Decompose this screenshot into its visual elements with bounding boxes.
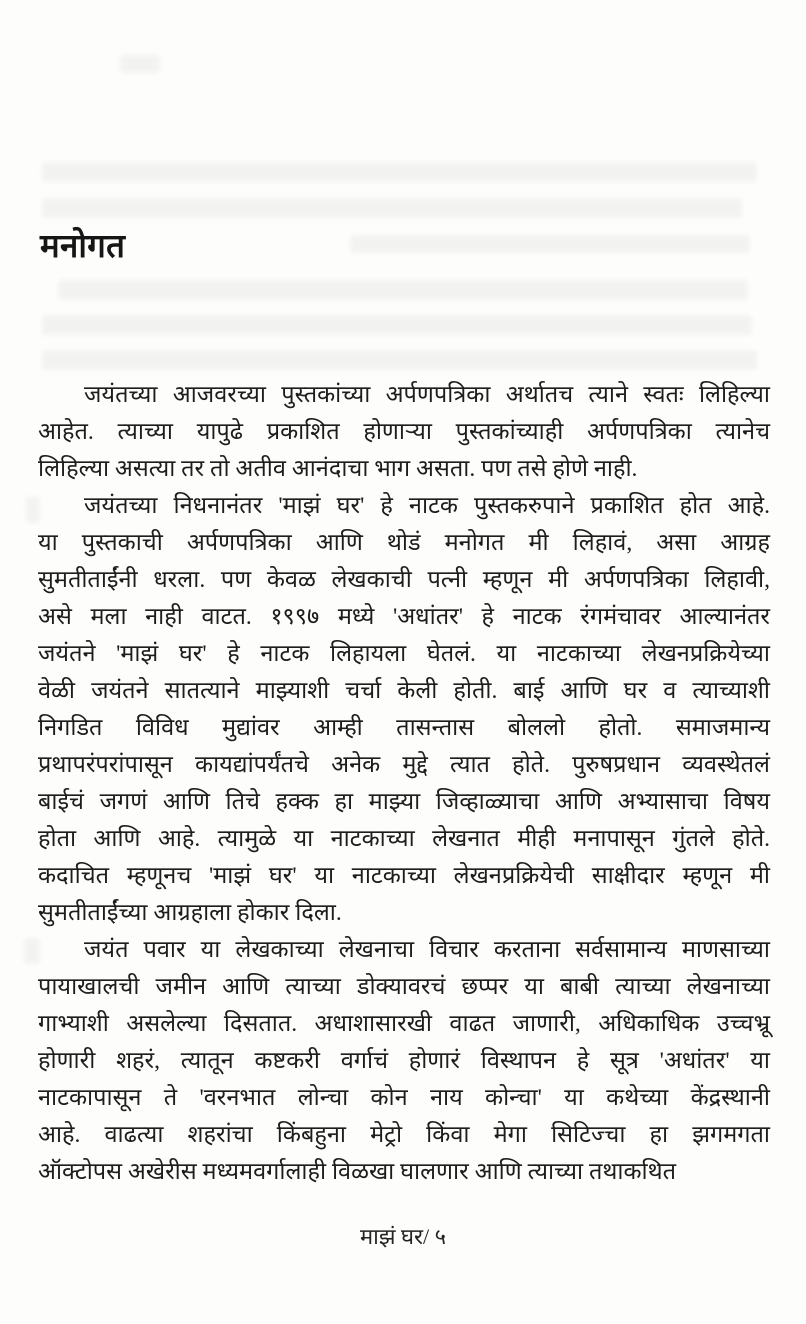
paragraph (38, 377, 770, 488)
text-line: निगडित विविध मुद्यांवर आम्ही तासन्तास बोललो होतो. समाजमान्य (38, 715, 770, 741)
bleed-through-artifact (42, 315, 752, 335)
text-line: आहेत. त्याच्या यापुढे प्रकाशित होणाऱ्या पुस्तकांच्याही अर्पणपत्रिका त्यानेच (38, 419, 770, 445)
text-line: नाटकापासून ते 'वरनभात लोन्चा कोन नाय कोन्चा' या कथेच्या केंद्रस्थानी (38, 1085, 770, 1111)
bleed-through-artifact (58, 280, 748, 300)
bleed-through-artifact (120, 55, 160, 73)
body-text (38, 377, 770, 1191)
text-line: या पुस्तकाची अर्पणपत्रिका आणि थोडं मनोगत मी लिहावं, असा आग्रह (38, 530, 770, 556)
text-line: लिहिल्या असत्या तर तो अतीव आनंदाचा भाग असता. पण तसे होणे नाही. (38, 456, 638, 482)
text-line: कदाचित म्हणूनच 'माझं घर' या नाटकाच्या लेखनप्रक्रियेची साक्षीदार म्हणून मी (38, 863, 770, 889)
bleed-through-artifact (42, 350, 757, 370)
bleed-through-artifact (42, 198, 742, 218)
paragraph (38, 488, 770, 932)
text-line: प्रथापरंपरांपासून कायद्यांपर्यंतचे अनेक मुद्दे त्यात होते. पुरुषप्रधान व्यवस्थेतलं (38, 752, 770, 778)
text-line: जयंतच्या आजवरच्या पुस्तकांच्या अर्पणपत्रिका अर्थातच त्याने स्वतः लिहिल्या (84, 382, 770, 408)
paragraph (38, 932, 770, 1191)
text-line: सुमतीताईंनी धरला. पण केवळ लेखकाची पत्नी म्हणून मी अर्पणपत्रिका लिहावी, (38, 567, 770, 593)
running-footer-page-number: माझं घर/ ५ (359, 1224, 447, 1249)
text-line: असे मला नाही वाटत. १९९७ मध्ये 'अधांतर' हे नाटक रंगमंचावर आल्यानंतर (38, 604, 770, 630)
text-line: जयंत पवार या लेखकाच्या लेखनाचा विचार करताना सर्वसामान्य माणसाच्या (84, 937, 770, 963)
text-line: वेळी जयंतने सातत्याने माझ्याशी चर्चा केली होती. बाई आणि घर व त्याच्याशी (38, 678, 770, 704)
text-line: गाभ्याशी असलेल्या दिसतात. अधाशासारखी वाढत जाणारी, अधिकाधिक उच्चभ्रू (38, 1011, 770, 1037)
text-line: बाईचं जगणं आणि तिचे हक्क हा माझ्या जिव्हाळ्याचा आणि अभ्यासाचा विषय (38, 789, 770, 815)
text-line: पायाखालची जमीन आणि त्याच्या डोक्यावरचं छप्पर या बाबी त्याच्या लेखनाच्या (38, 974, 770, 1000)
text-line: ऑक्टोपस अखेरीस मध्यमवर्गालाही विळखा घालणार आणि त्याच्या तथाकथित (38, 1159, 677, 1185)
text-line: आहे. वाढत्या शहरांचा किंबहुना मेट्रो किंवा मेगा सिटिज्चा हा झगमगता (38, 1122, 770, 1148)
bleed-through-artifact (350, 235, 750, 253)
bleed-through-artifact (42, 162, 757, 182)
text-line: जयंतने 'माझं घर' हे नाटक लिहायला घेतलं. या नाटकाच्या लेखनप्रक्रियेच्या (38, 641, 770, 667)
text-line: होणारी शहरं, त्यातून कष्टकरी वर्गाचं होणारं विस्थापन हे सूत्र 'अधांतर' या (38, 1048, 770, 1074)
text-line: जयंतच्या निधनानंतर 'माझं घर' हे नाटक पुस्तकरुपाने प्रकाशित होत आहे. (84, 493, 770, 519)
page-title: मनोगत (40, 229, 126, 265)
text-line: सुमतीताईंच्या आग्रहाला होकार दिला. (38, 900, 342, 926)
text-line: होता आणि आहे. त्यामुळे या नाटकाच्या लेखनात मीही मनापासून गुंतले होते. (38, 826, 770, 852)
